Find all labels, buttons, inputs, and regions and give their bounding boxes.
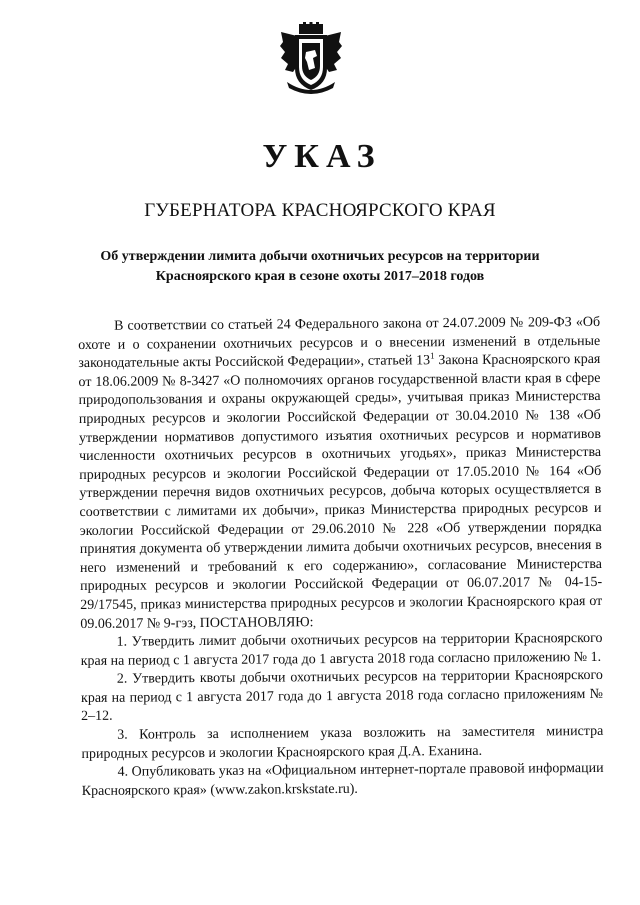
page-title: УКАЗ <box>262 138 382 175</box>
preamble-text-start: В соответствии со статьей 24 Федерального закона от 24.07.2009 № 209-ФЗ «Об охоте и о сохранении охотничьих ресурсов и о внесении изменений в отдельные законодательные акты Российской Федерации», статьей 13 <box>78 314 601 372</box>
item-4-paragraph: 4. Опубликовать указ на «Официальном интернет-портале правовой информации Красноярского края» (www.zakon.krskstate.ru). <box>81 761 604 799</box>
article-superscript: 1 <box>430 350 435 361</box>
heading-line-2: Красноярского края в сезоне охоты 2017–2018 годов <box>155 269 485 284</box>
coat-of-arms-icon <box>279 22 343 98</box>
decree-body <box>78 314 604 802</box>
issuer-subtitle: ГУБЕРНАТОРА КРАСНОЯРСКОГО КРАЯ <box>144 200 496 221</box>
decree-heading <box>60 247 580 287</box>
item-3-paragraph: 3. Контроль за исполнением указа возложить на заместителя министра природных ресурсов и экологии Красноярского края Д.А. Еханина. <box>81 723 604 762</box>
item-2-paragraph: 2. Утвердить квоты добычи охотничьих ресурсов на территории Красноярского края на период с 1 августа 2017 года до 1 августа 2018 года согласно приложениям № 2–12. <box>80 668 604 725</box>
heading-line-1: Об утверждении лимита добычи охотничьих ресурсов на территории <box>100 249 540 264</box>
item-1-paragraph: 1. Утвердить лимит добычи охотничьих ресурсов на территории Красноярского края на период с 1 августа 2017 года до 1 августа 2018 года согласно приложению № 1. <box>80 630 603 669</box>
preamble-paragraph <box>78 314 602 634</box>
preamble-text-rest: Закона Красноярского края от 18.06.2009 № 8-3427 «О полномочиях органов государственной власти края в сфере природопользования и охраны окружающей среды», учитывая приказ Министерства природных ресурсов и экологии Российской Федерации от 30.04.2010 № 138 «Об утверждении нормативов допустимого изъятия охотничьих ресурсов и нормативов численности охотничьих ресурсов в охотничьих угодьях», приказ Министерства природных ресурсов и экологии Российской Федерации от 17.05.2010 № 164 «Об утверждении перечня видов охотничьих ресурсов, добыча которых осуществляется в соответствии с лимитами их добычи», приказ Министерства природных ресурсов и экологии Российской Федерации от 29.06.2010 № 228 «Об утверждении порядка принятия документа об утверждении лимита добычи охотничьих ресурсов, внесения в него изменений и требований к его содержанию», согласование Министерства природных ресурсов и экологии Российской Федерации от 06.07.2017 № 04-15-29/17545, приказ министерства природных ресурсов и экологии Красноярского края от 09.06.2017 № 9-гэз, ПОСТАНОВЛЯЮ: <box>78 352 603 632</box>
